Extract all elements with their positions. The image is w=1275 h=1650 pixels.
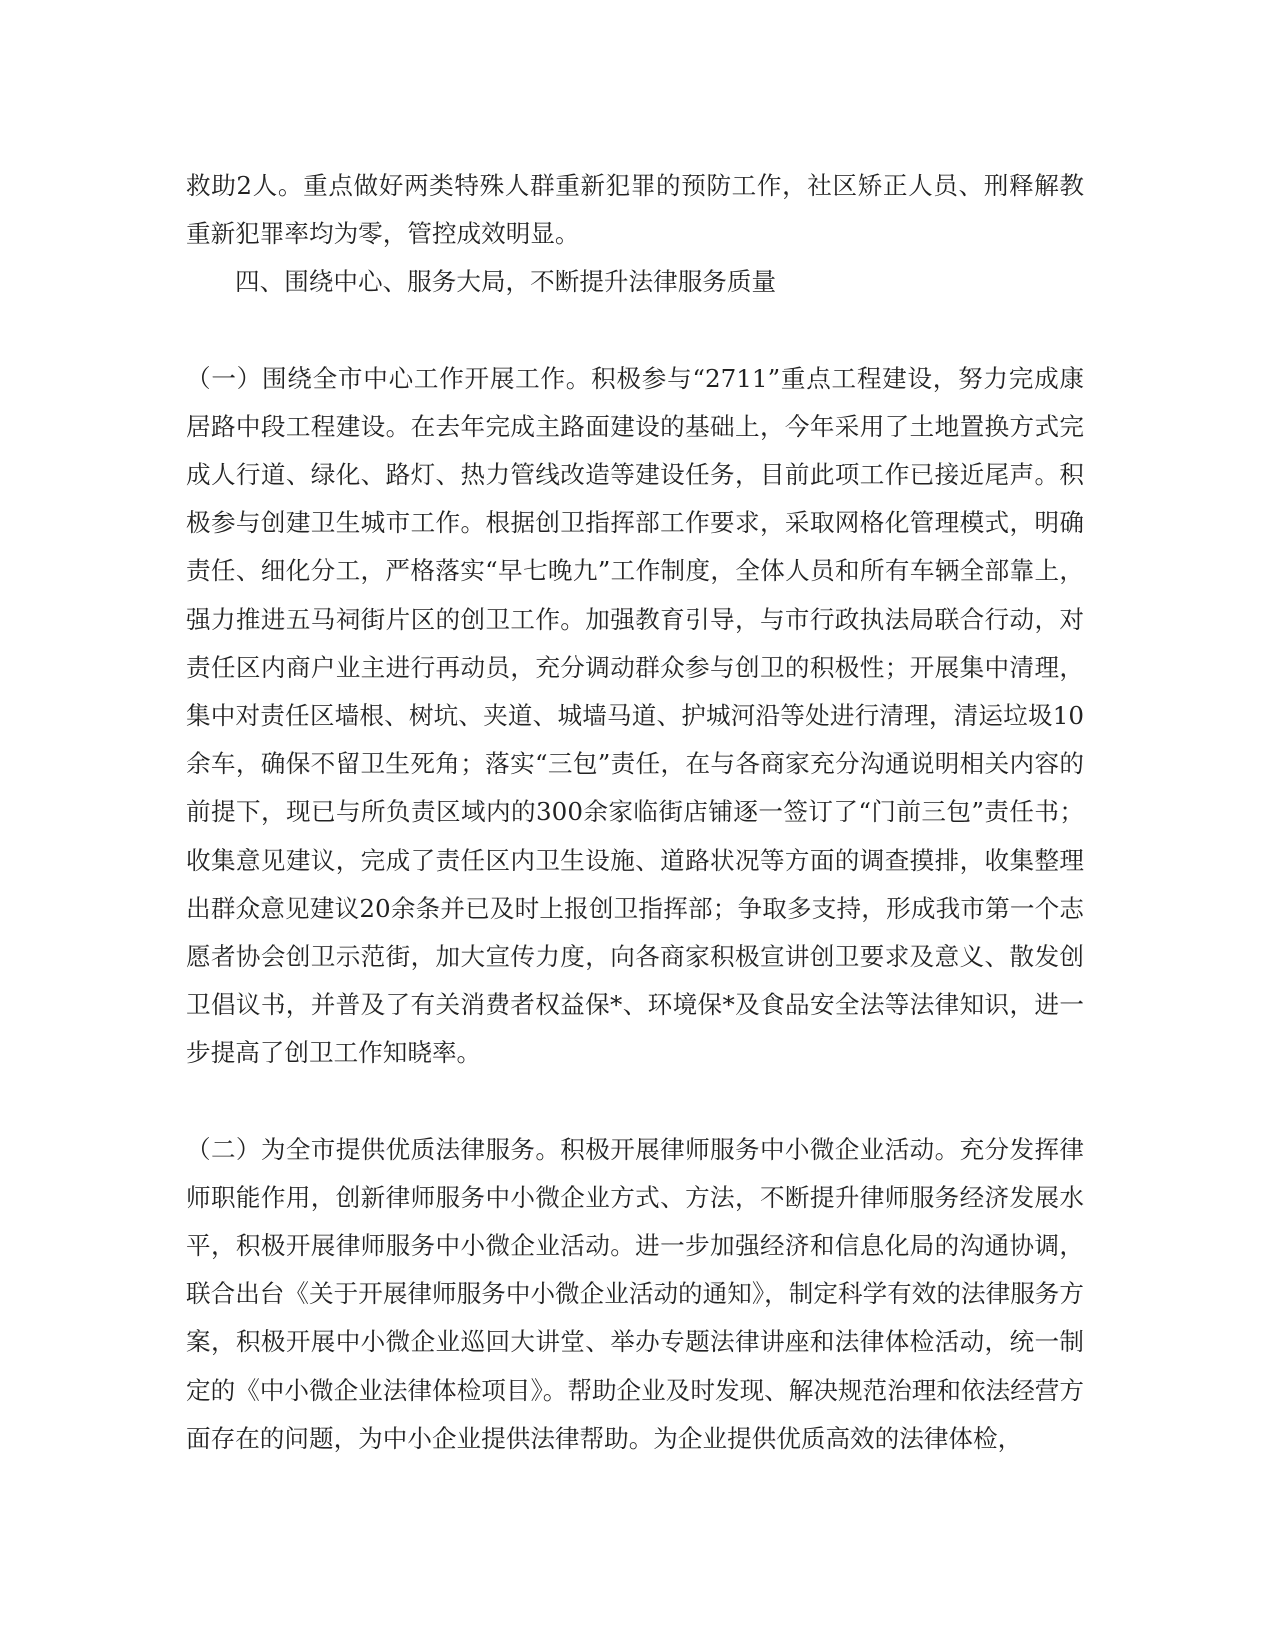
section-four-heading: 四、围绕中心、服务大局，不断提升法律服务质量: [235, 267, 777, 297]
paragraph-spacer: [186, 307, 1084, 355]
document-body: [186, 162, 1084, 1463]
paragraph-continuation: 救助2人。重点做好两类特殊人群重新犯罪的预防工作，社区矫正人员、刑释解教重新犯罪率均为零，管控成效明显。: [186, 171, 1084, 249]
paragraph-spacer: [186, 1078, 1084, 1126]
paragraph-subsection-one: （一）围绕全市中心工作开展工作。积极参与“2711”重点工程建设，努力完成康居路中段工程建设。在去年完成主路面建设的基础上，今年采用了土地置换方式完成人行道、绿化、路灯、热力管线改造等建设任务，目前此项工作已接近尾声。积极参与创建卫生城市工作。根据创卫指挥部工作要求，采取网格化管理模式，明确责任、细化分工，严格落实“早七晚九”工作制度，全体人员和所有车辆全部靠上，强力推进五马祠街片区的创卫工作。加强教育引导，与市行政执法局联合行动，对责任区内商户业主进行再动员，充分调动群众参与创卫的积极性；开展集中清理，集中对责任区墙根、树坑、夹道、城墙马道、护城河沿等处进行清理，清运垃圾10余车，确保不留卫生死角；落实“三包”责任，在与各商家充分沟通说明相关内容的前提下，现已与所负责区域内的300余家临街店铺逐一签订了“门前三包”责任书；收集意见建议，完成了责任区内卫生设施、道路状况等方面的调查摸排，收集整理出群众意见建议20余条并已及时上报创卫指挥部；争取多支持，形成我市第一个志愿者协会创卫示范街，加大宣传力度，向各商家积极宣讲创卫要求及意义、散发创卫倡议书，并普及了有关消费者权益保*、环境保*及食品安全法等法律知识，进一步提高了创卫工作知晓率。: [186, 363, 1084, 1068]
paragraph-subsection-two: （二）为全市提供优质法律服务。积极开展律师服务中小微企业活动。充分发挥律师职能作用，创新律师服务中小微企业方式、方法，不断提升律师服务经济发展水平，积极开展律师服务中小微企业活动。进一步加强经济和信息化局的沟通协调，联合出台《关于开展律师服务中小微企业活动的通知》，制定科学有效的法律服务方案，积极开展中小微企业巡回大讲堂、举办专题法律讲座和法律体检活动，统一制定的《中小微企业法律体检项目》。帮助企业及时发现、解决规范治理和依法经营方面存在的问题，为中小企业提供法律帮助。为企业提供优质高效的法律体检，: [186, 1134, 1084, 1453]
